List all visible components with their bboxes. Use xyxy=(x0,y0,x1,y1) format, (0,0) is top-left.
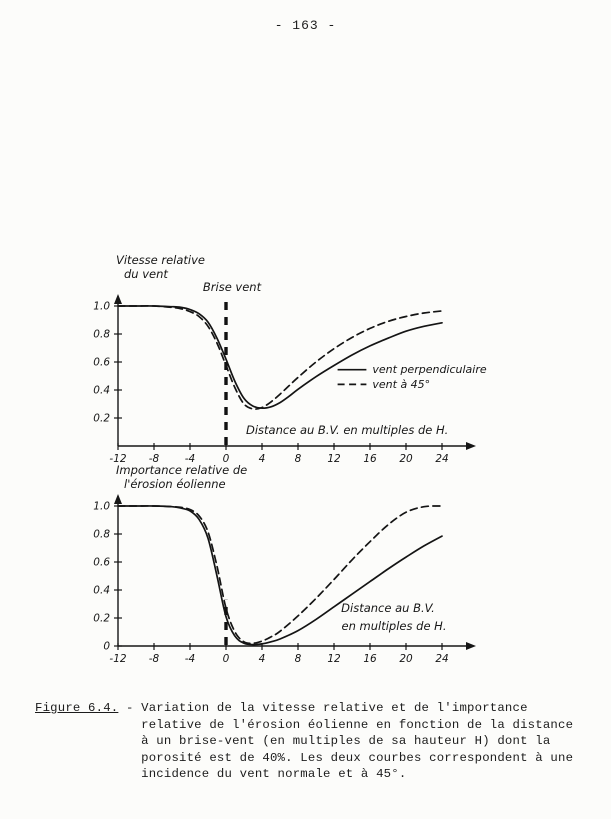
curve-solid xyxy=(118,306,442,408)
figure-caption-text: Variation de la vitesse relative et de l'importance relative de l'érosion éolienne en fonction de la distance à un brise-vent (en multiples de sa hauteur H) dont la porosité est de 40%. Les deux courbes correspondent à une incidence du vent normale et à 45°. xyxy=(141,701,574,781)
x-tick-label: 12 xyxy=(327,453,341,465)
x-tick-label: -4 xyxy=(184,453,196,465)
y-axis-label: Importance relative de xyxy=(116,463,248,477)
x-axis-label: en multiples de H. xyxy=(341,619,447,633)
x-tick-label: 0 xyxy=(222,453,230,465)
x-tick-label: 24 xyxy=(435,653,449,665)
x-tick-label: 8 xyxy=(294,453,302,465)
x-tick-label: 4 xyxy=(258,653,266,665)
x-tick-label: -4 xyxy=(184,653,196,665)
x-tick-label: -12 xyxy=(109,653,127,665)
y-axis-arrow xyxy=(114,494,122,504)
legend-label: vent perpendiculaire xyxy=(372,363,487,377)
y-tick-label: 0.8 xyxy=(93,328,110,341)
y-tick-label: 0.8 xyxy=(93,528,110,541)
x-tick-label: -8 xyxy=(148,653,160,665)
x-tick-label: 16 xyxy=(363,453,377,465)
x-tick-label: -12 xyxy=(109,453,127,465)
y-tick-label: 0 xyxy=(103,640,110,653)
legend-label: vent à 45° xyxy=(372,377,431,391)
y-tick-label: 0.4 xyxy=(93,584,110,597)
y-tick-label: 0.6 xyxy=(93,356,110,369)
y-axis-arrow xyxy=(114,294,122,304)
y-tick-label: 0.4 xyxy=(93,384,110,397)
x-tick-label: -8 xyxy=(148,453,160,465)
wind-speed-chart xyxy=(72,250,572,475)
windbreak-label: Brise vent xyxy=(202,280,262,294)
x-tick-label: 24 xyxy=(435,453,449,465)
x-axis-arrow xyxy=(466,442,476,450)
page-number: - 163 - xyxy=(274,18,337,33)
y-tick-label: 0.6 xyxy=(93,556,110,569)
x-tick-label: 4 xyxy=(258,453,266,465)
y-axis-label: l'érosion éolienne xyxy=(124,477,226,491)
figure-caption xyxy=(35,700,587,783)
chart-root xyxy=(93,253,487,465)
y-tick-label: 0.2 xyxy=(93,612,110,625)
curve-dashed xyxy=(118,306,442,409)
figure-caption-separator: - xyxy=(118,701,142,715)
x-axis-label: Distance au B.V. en multiples de H. xyxy=(246,423,449,437)
x-axis-label: Distance au B.V. xyxy=(341,601,435,615)
y-axis-label: Vitesse relative xyxy=(116,253,205,267)
wind-speed-chart-canvas xyxy=(72,250,572,470)
y-axis-label: du vent xyxy=(124,267,168,281)
figure-caption-label: Figure 6.4. xyxy=(35,701,119,715)
x-tick-label: 0 xyxy=(222,653,230,665)
wind-erosion-chart xyxy=(72,460,572,677)
x-tick-label: 16 xyxy=(363,653,377,665)
x-tick-label: 20 xyxy=(399,453,413,465)
y-tick-label: 0.2 xyxy=(93,412,110,425)
x-tick-label: 12 xyxy=(327,653,341,665)
wind-erosion-chart-canvas xyxy=(72,460,572,672)
x-tick-label: 8 xyxy=(294,653,302,665)
x-axis-arrow xyxy=(466,642,476,650)
x-tick-label: 20 xyxy=(399,653,413,665)
y-tick-label: 1.0 xyxy=(93,300,110,313)
chart-root xyxy=(93,463,476,665)
y-tick-label: 1.0 xyxy=(93,500,110,513)
